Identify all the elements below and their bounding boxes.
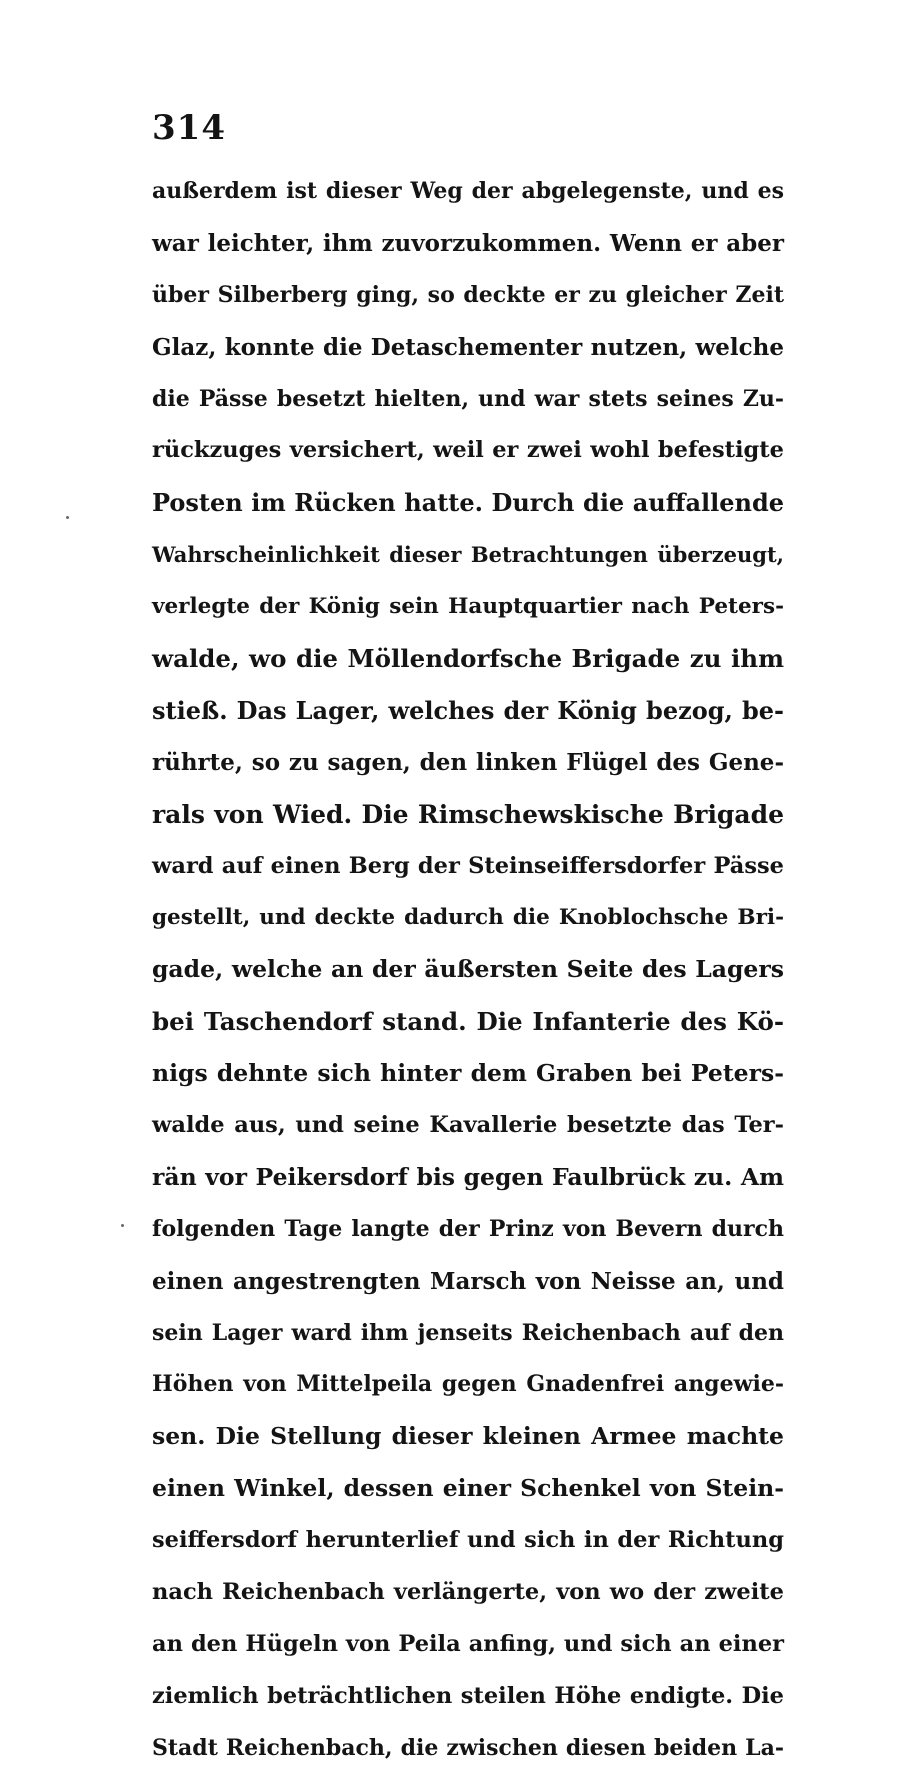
text-line: über Silberberg ging, so deckte er zu gleicher Zeit [152,281,784,308]
text-line: bei Taschendorf stand. Die Infanterie des Kö- [152,1007,784,1037]
text-line: Stadt Reichenbach, die zwischen diesen beiden La- [152,1734,784,1761]
text-line: war leichter, ihm zuvorzukommen. Wenn er aber [152,229,784,257]
text-line: Posten im Rücken hatte. Durch die auffallende [152,488,784,518]
text-line: ziemlich beträchtlichen steilen Höhe endigte. Die [152,1682,784,1709]
text-line: seiffersdorf herunterlief und sich in der Richtung [152,1527,784,1554]
text-line: sein Lager ward ihm jenseits Reichenbach auf den [152,1319,784,1346]
body-text [152,166,784,1775]
text-line: gade, welche an der äußersten Seite des Lagers [152,955,784,984]
text-line: gestellt, und deckte dadurch die Knoblochsche Bri- [152,905,784,931]
text-line: rän vor Peikersdorf bis gegen Faulbrück zu. Am [152,1162,784,1191]
text-line: nach Reichenbach verlängerte, von wo der zweite [152,1579,784,1606]
text-line: außerdem ist dieser Weg der abgelegenste, und es [152,178,784,204]
paper-speck [66,516,69,519]
text-line: folgenden Tage langte der Prinz von Bevern durch [152,1215,784,1242]
text-line: ward auf einen Berg der Steinseiffersdorfer Pässe [152,852,784,879]
text-line: an den Hügeln von Peila anfing, und sich an einer [152,1630,784,1657]
text-line: walde aus, und seine Kavallerie besetzte das Ter- [152,1112,784,1139]
text-line: die Pässe besetzt hielten, und war stets seines Zu- [152,385,784,412]
text-line: einen Winkel, dessen einer Schenkel von Stein- [152,1474,784,1503]
paper-speck [121,1224,124,1227]
text-line: verlegte der König sein Hauptquartier nach Peters- [152,594,784,620]
page-number: 314 [152,108,226,148]
text-line: rührte, so zu sagen, den linken Flügel des Gene- [152,748,784,776]
text-line: nigs dehnte sich hinter dem Graben bei Peters- [152,1059,784,1088]
text-line: rals von Wied. Die Rimschewskische Brigade [152,799,784,829]
text-line: stieß. Das Lager, welches der König bezog, be- [152,695,784,725]
text-line: Glaz, konnte die Detaschementer nutzen, welche [152,333,784,361]
text-line: sen. Die Stellung dieser kleinen Armee machte [152,1422,784,1451]
text-line: Wahrscheinlichkeit dieser Betrachtungen überzeugt, [152,542,784,568]
text-line: rückzuges versichert, weil er zwei wohl befestigte [152,437,784,464]
text-line: walde, wo die Möllendorfsche Brigade zu ihm [152,644,784,674]
text-line: einen angestrengten Marsch von Neisse an, und [152,1267,784,1295]
text-line: Höhen von Mittelpeila gegen Gnadenfrei angewie- [152,1371,784,1398]
